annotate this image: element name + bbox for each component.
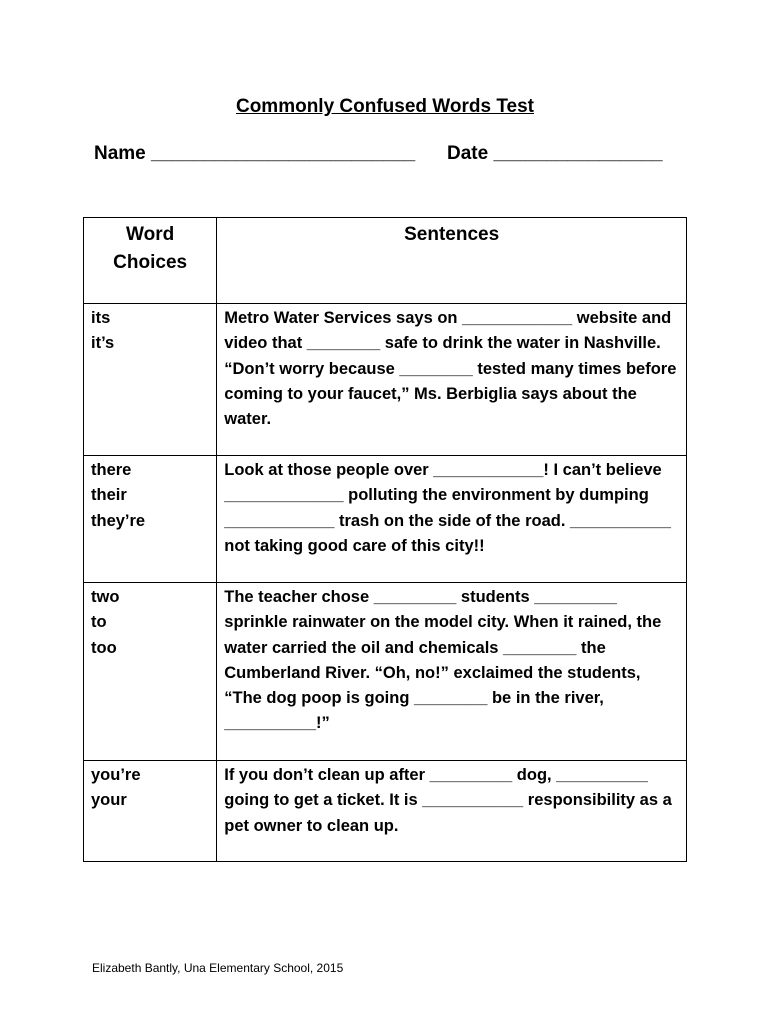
sentence-cell: If you don’t clean up after _________ dog, __________ going to get a ticket. It is ___________ responsibility as a pet owner to clean up. xyxy=(217,761,687,862)
sentence-cell: Metro Water Services says on ____________ website and video that ________ safe to drink the water in Nashville. “Don’t worry because ________ tested many times before coming to your faucet,” Ms. Berbiglia says about the water. xyxy=(217,304,687,456)
word-choice: there xyxy=(91,461,132,479)
word-choice: their xyxy=(91,486,127,505)
test-table xyxy=(83,217,687,862)
table-row xyxy=(84,583,687,761)
table-row xyxy=(84,456,687,583)
word-choice: they’re xyxy=(91,511,146,530)
word-choice: too xyxy=(91,638,117,657)
page-title: Commonly Confused Words Test xyxy=(235,96,535,117)
date-field: Date ________________ xyxy=(447,143,663,164)
word-choice: its xyxy=(91,309,111,327)
word-choices-cell xyxy=(84,761,217,862)
sentence-cell: Look at those people over ____________! I can’t believe _____________ polluting the environment by dumping ____________ trash on the side of the road. ___________ not taking good care of this city!! xyxy=(217,456,687,583)
header-word-choices xyxy=(84,218,217,304)
footer-credit: Elizabeth Bantly, Una Elementary School, 2015 xyxy=(92,961,344,975)
word-choice: two xyxy=(91,588,120,606)
word-choice: your xyxy=(91,791,127,810)
header-word-label: Word xyxy=(126,224,175,245)
sentence-cell: The teacher chose _________ students _________ sprinkle rainwater on the model city. When it rained, the water carried the oil and chemicals ________ the Cumberland River. “Oh, no!” exclaimed the students, “The dog poop is going ________ be in the river, __________!” xyxy=(217,583,687,761)
word-choice: it’s xyxy=(91,334,115,353)
word-choice: you’re xyxy=(91,766,141,784)
name-field: Name _________________________ xyxy=(94,143,416,164)
word-choices-cell xyxy=(84,456,217,583)
table-row xyxy=(84,304,687,456)
table-row xyxy=(84,761,687,862)
word-choices-cell xyxy=(84,304,217,456)
word-choices-cell xyxy=(84,583,217,761)
header-choices-label: Choices xyxy=(113,252,188,273)
header-sentences: Sentences xyxy=(217,218,687,304)
word-choice: to xyxy=(91,613,107,632)
table-header-row xyxy=(84,218,687,304)
